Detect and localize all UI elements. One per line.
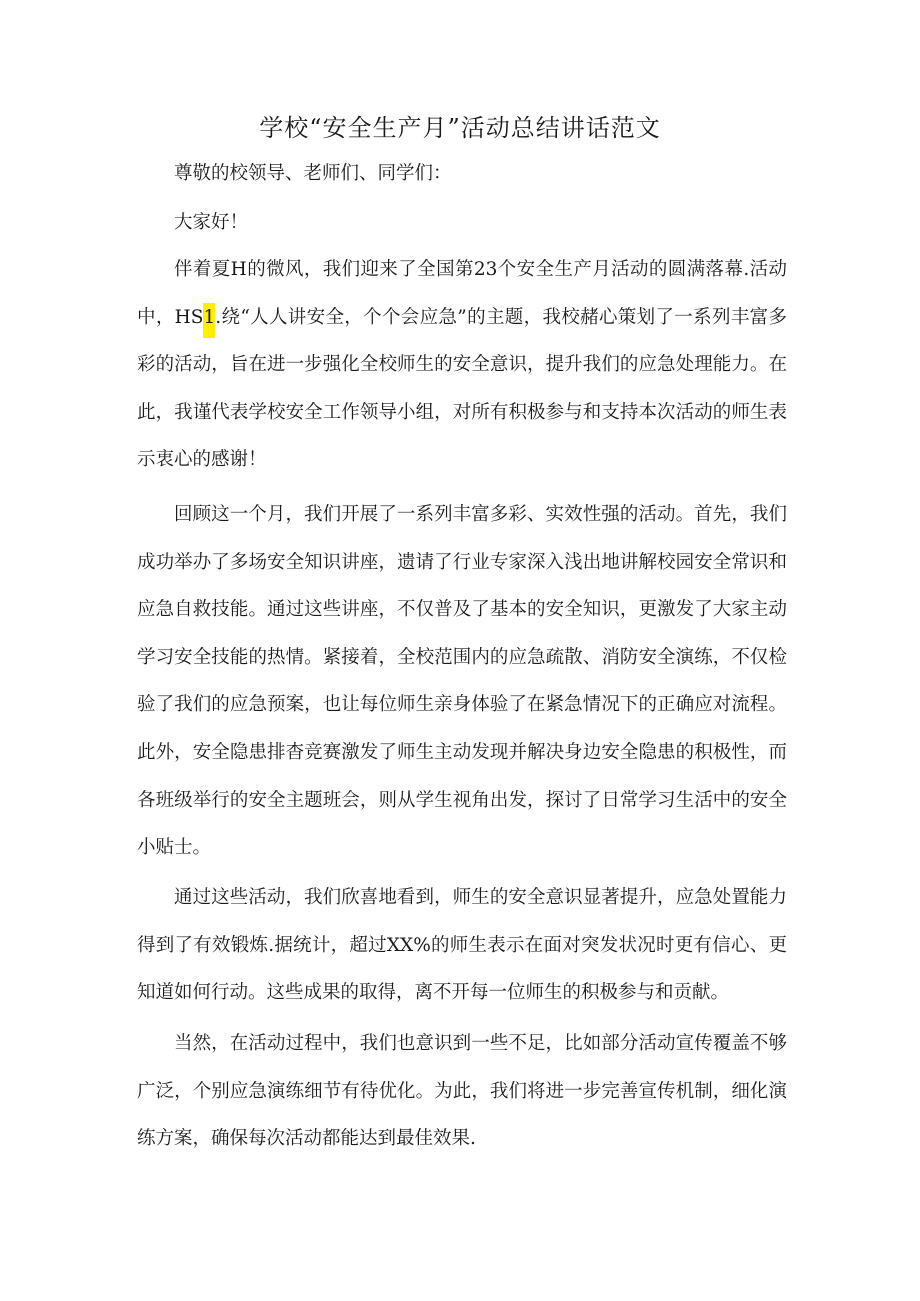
paragraph-1-block xyxy=(137,246,787,484)
paragraph-2: 回顾这一个月，我们开展了一系列丰富多彩、实效性强的活动。首先，我们成功举办了多场安全知识讲座，遗请了行业专家深入浅出地讲解校园安全常识和应急自救技能。通过这些讲座，不仅普及了基本的安全知识，更激发了大家主动学习安全技能的热情。紧接着，全校范围内的应急疏散、消防安全演练，不仅检验了我们的应急预案，也让每位师生亲身体验了在紧急情况下的正确应对流程。此外，安全隐患排杳竞赛激发了师生主动发现并解决身边安全隐患的积极性，而各班级举行的安全主题班会，则从学生视角出发，探讨了日常学习生活中的安全小贴士。 xyxy=(137,504,787,859)
paragraph-4: 当然，在活动过程中，我们也意识到一些不足，比如部分活动宣传覆盖不够广泛，个别应急演练细节有待优化。为此，我们将进一步完善宣传机制，细化演练方案，确保每次活动都能达到最佳效果. xyxy=(137,1033,787,1150)
paragraph-1-part-2: .绕“人人讲安全，个个会应急”的主题，我校赭心策划了一系列丰富多彩的活动，旨在进一步强化全校师生的安全意识，提升我们的应急处理能力。在此，我谨代表学校安全工作领导小组，对所有积极参与和支持本次活动的师生表示衷心的感谢！ xyxy=(137,306,787,471)
greeting-block xyxy=(137,199,787,247)
paragraph-3: 通过这些活动，我们欣喜地看到，师生的安全意识显著提升，应急处置能力得到了有效锻炼.据统计，超过XX%的师生表示在面对突发状况时更有信心、更知道如何行动。这些成果的取得，离不开每一位师生的积极参与和贡献。 xyxy=(137,887,787,1004)
salutation-block xyxy=(137,150,787,198)
greeting: 大家好！ xyxy=(174,212,249,233)
paragraph-1-part-1: 伴着夏H的微风，我们迎来了全国第23个安全生产月活动的圆满落幕.活动中，HS xyxy=(137,259,787,328)
highlighted-text: 1 xyxy=(203,303,215,338)
paragraph-4-block xyxy=(137,1020,787,1163)
document-title: 学校“安全生产月”活动总结讲话范文 xyxy=(259,114,661,142)
paragraph-1 xyxy=(137,246,787,484)
salutation: 尊敬的校领导、老师们、同学们： xyxy=(174,163,452,184)
paragraph-3-block xyxy=(137,874,787,1017)
paragraph-2-block xyxy=(137,491,787,872)
